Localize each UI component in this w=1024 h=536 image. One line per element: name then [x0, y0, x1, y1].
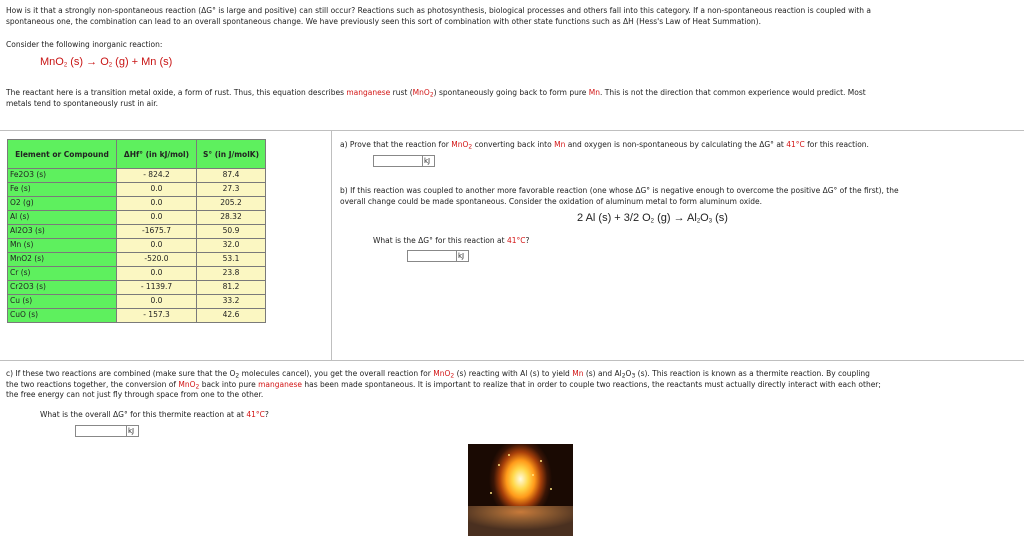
part-c-line-1	[6, 369, 1020, 380]
part-b-unit: kJ	[457, 250, 469, 262]
part-b-line-2: overall change could be made spontaneous. Consider the oxidation of aluminum metal to form aluminum oxide.	[340, 196, 762, 206]
subscript: 2	[696, 218, 701, 225]
formula-cell: CuO (s)	[8, 309, 117, 323]
text-span: 2 Al (s) + 3/2 O	[577, 212, 651, 224]
entropy-cell: 32.0	[197, 239, 266, 253]
header-entropy: S° (in J/molK)	[197, 140, 266, 169]
subscript: 2	[450, 372, 455, 380]
mno2-highlight: MnO	[178, 379, 196, 389]
formula-cell: O2 (g)	[8, 197, 117, 211]
part-b-answer-input[interactable]	[407, 250, 457, 262]
table-row	[8, 225, 266, 239]
subscript: 3	[631, 372, 636, 380]
subscript: 2	[621, 372, 626, 380]
product-rest: (g) + Mn (s)	[112, 56, 173, 68]
table-row	[8, 267, 266, 281]
part-b-text	[340, 186, 1020, 207]
table-row	[8, 309, 266, 323]
text-span: c) If these two reactions are combined (make sure that the O	[6, 369, 236, 378]
enthalpy-cell: - 1139.7	[117, 281, 197, 295]
spark-dot	[532, 474, 534, 476]
temperature-highlight: 41°C	[506, 236, 526, 245]
spark-dot	[508, 454, 510, 456]
entropy-cell: 81.2	[197, 281, 266, 295]
entropy-cell: 50.9	[197, 225, 266, 239]
table-row	[8, 281, 266, 295]
formula-cell: Mn (s)	[8, 239, 117, 253]
section-divider-bottom	[0, 360, 1024, 361]
subscript: 2	[195, 383, 200, 390]
enthalpy-cell: 0.0	[117, 295, 197, 309]
formula-cell: Fe (s)	[8, 183, 117, 197]
subscript: 3	[708, 218, 713, 225]
text-span: The reactant here is a transition metal oxide, a form of rust. Thus, this equation describes	[6, 88, 347, 97]
enthalpy-cell: 0.0	[117, 239, 197, 253]
intro-paragraph	[6, 6, 1018, 27]
spark-dot	[540, 460, 542, 462]
enthalpy-cell: 0.0	[117, 183, 197, 197]
formula-cell: Fe2O3 (s)	[8, 169, 117, 183]
part-a-question	[340, 140, 1020, 151]
spark-dot	[498, 464, 500, 466]
part-c-answer-input[interactable]	[75, 425, 127, 437]
part-c-unit: kJ	[127, 425, 139, 437]
part-b-line-1: b) If this reaction was coupled to another more favorable reaction (one whose ΔG° is negative enough to overcome the positive ΔG° of the first), the	[340, 186, 899, 195]
entropy-cell: 23.8	[197, 267, 266, 281]
text-span: converting back into	[472, 140, 555, 149]
enthalpy-cell: 0.0	[117, 197, 197, 211]
text-span: for this reaction.	[804, 140, 869, 149]
table-row	[8, 183, 266, 197]
text-span: O	[625, 369, 632, 378]
table-row	[8, 295, 266, 309]
formula-cell: Cr (s)	[8, 267, 117, 281]
product-oxygen: O	[97, 56, 109, 68]
manganese-highlight: manganese	[258, 379, 302, 389]
text-span: (s) reacting with Al (s) to yield	[454, 369, 573, 378]
vertical-divider	[331, 130, 332, 360]
enthalpy-cell: -1675.7	[117, 225, 197, 239]
spark-dot	[490, 492, 492, 494]
consider-text: Consider the following inorganic reaction:	[6, 40, 163, 49]
section-divider-top	[0, 130, 1024, 131]
text-span: rust (	[390, 88, 413, 97]
main-reaction	[40, 57, 172, 68]
formula-cell: Al2O3 (s)	[8, 225, 117, 239]
part-a-unit: kJ	[423, 155, 435, 167]
text-span: and oxygen is non-spontaneous by calculating the ΔG° at	[565, 140, 787, 149]
reactant-subscript: 2	[63, 62, 68, 69]
formula-cell: Cu (s)	[8, 295, 117, 309]
text-span: O	[700, 212, 709, 224]
table-row	[8, 169, 266, 183]
entropy-cell: 28.32	[197, 211, 266, 225]
manganese-highlight: manganese	[346, 88, 391, 97]
text-span: What is the overall ΔG° for this thermite reaction at at	[40, 410, 247, 419]
reactant-description	[6, 88, 1018, 109]
entropy-cell: 53.1	[197, 253, 266, 267]
entropy-cell: 87.4	[197, 169, 266, 183]
part-c-text	[6, 369, 1020, 401]
table-header-row	[8, 140, 266, 169]
reactant-state: (s)	[67, 56, 87, 68]
entropy-cell: 205.2	[197, 197, 266, 211]
text-span: back into pure	[199, 379, 259, 389]
text-span: . This is not the direction that common experience would predict. Most	[600, 88, 866, 97]
aluminum-reaction	[577, 213, 728, 224]
formula-cell: MnO2 (s)	[8, 253, 117, 267]
reactant-formula: MnO	[40, 56, 64, 68]
text-span: ) spontaneously going back to form pure	[433, 88, 589, 97]
enthalpy-cell: 0.0	[117, 211, 197, 225]
entropy-cell: 42.6	[197, 309, 266, 323]
header-enthalpy: ΔHf° (in kJ/mol)	[117, 140, 197, 169]
enthalpy-cell: -520.0	[117, 253, 197, 267]
enthalpy-cell: 0.0	[117, 267, 197, 281]
part-a-answer-input[interactable]	[373, 155, 423, 167]
temperature-highlight: 41°C	[786, 140, 805, 149]
formula-cell: Al (s)	[8, 211, 117, 225]
text-span: ?	[264, 410, 269, 419]
formula-cell: Cr2O3 (s)	[8, 281, 117, 295]
text-span: has been made spontaneous. It is important to realize that in order to couple two reactions, the reactants must actually directly interact with each other;	[302, 379, 881, 389]
table-row	[8, 253, 266, 267]
enthalpy-cell: - 824.2	[117, 169, 197, 183]
table-row	[8, 197, 266, 211]
subscript: 2	[235, 372, 240, 380]
text-span: molecules cancel), you get the overall reaction for	[239, 369, 434, 378]
mno2-highlight: MnO	[433, 369, 451, 378]
mno2-highlight: MnO	[451, 140, 469, 149]
reactant-line-1	[6, 88, 1018, 99]
part-c-line-3: the free energy can not just fly through space from one to the other.	[6, 390, 264, 399]
table-row	[8, 211, 266, 225]
photo-ground	[468, 506, 573, 536]
part-c-line-2	[6, 380, 1020, 391]
intro-line-1: How is it that a strongly non-spontaneous reaction (ΔG° is large and positive) can still occur? Reactions such as photosynthesis, biological processes and others fall into this category. If a non-spontaneous reaction is coupled with a	[6, 6, 871, 15]
reactant-line-2: metals tend to spontaneously rust in air.	[6, 98, 159, 108]
temperature-highlight: 41°C	[246, 410, 265, 419]
table-row	[8, 239, 266, 253]
text-span: (g) → Al	[654, 212, 697, 224]
mn-highlight: Mn	[554, 140, 566, 149]
thermo-data-table	[7, 139, 266, 323]
mno2-highlight: MnO	[412, 88, 430, 97]
spark-dot	[550, 488, 552, 490]
thermite-reaction-photo	[468, 444, 573, 536]
enthalpy-cell: - 157.3	[117, 309, 197, 323]
text-span: ?	[525, 236, 530, 245]
subscript: 2	[468, 143, 473, 151]
mn-highlight: Mn	[572, 369, 584, 378]
reaction-arrow-icon: →	[86, 56, 98, 68]
text-span: the two reactions together, the conversion of	[6, 379, 179, 389]
mn-highlight: Mn	[588, 88, 601, 97]
product-oxygen-subscript: 2	[108, 62, 113, 69]
part-b-question	[373, 236, 529, 247]
subscript: 2	[650, 218, 655, 225]
subscript: 2	[429, 91, 434, 99]
intro-line-2: spontaneous one, the combination can lead to an overall spontaneous change. We have previously seen this sort of combination with other state functions such as ΔH (Hess's Law of Heat Summation).	[6, 16, 761, 26]
text-span: a) Prove that the reaction for	[340, 140, 452, 149]
text-span: (s) and Al	[583, 369, 622, 378]
text-span: What is the ΔG° for this reaction at	[373, 236, 507, 245]
text-span: (s)	[712, 212, 728, 224]
part-c-question	[40, 410, 269, 421]
text-span: (s). This reaction is known as a thermite reaction. By coupling	[635, 369, 870, 378]
entropy-cell: 33.2	[197, 295, 266, 309]
entropy-cell: 27.3	[197, 183, 266, 197]
header-compound: Element or Compound	[8, 140, 117, 169]
